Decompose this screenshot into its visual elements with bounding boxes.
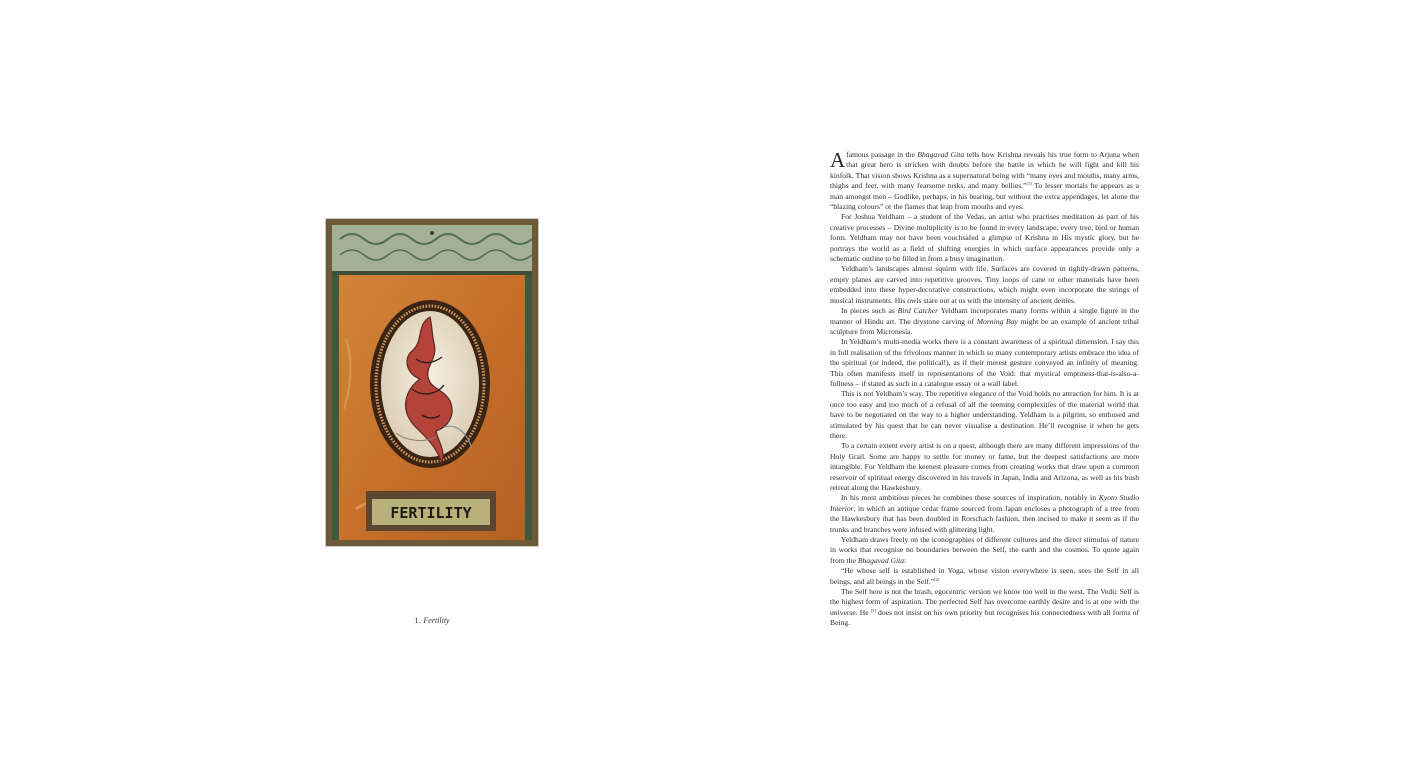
quote-paragraph: “He whose self is established in Yoga, whose vision everywhere is seen, sees the Self in all beings, and all beings in the Self.”[2]	[830, 566, 1139, 586]
artwork-illustration	[326, 219, 538, 546]
footnote-ref: [3]	[870, 607, 876, 613]
paragraph-2: For Joshua Yeldham – a student of the Vedas, an artist who practises meditation as part of his creative processes – Divine multiplicity is to be found in every landscape, every tree, bird or human form. Yeldham may not have been vouchsafed a glimpse of Krishna in His mystic glory, but he portrays the world as a field of shifting energies in which surface appearances provide only a schematic outline to be filled in from a busy imagination.	[830, 212, 1139, 264]
artwork-image	[326, 219, 538, 546]
paragraph-7: To a certain extent every artist is on a quest, although there are many different impressions of the Holy Grail. Some are happy to settle for money or fame, but the deepest satisfactions are more intangible. For Yeldham the keenest pleasure comes from creating works that draw upon a common reservoir of spiritual energy discovered in his travels in Japan, India and Arizona, as well as his bush retreat along the Hawkesbury.	[830, 441, 1139, 492]
artwork-label-text: FERTILITY	[390, 504, 472, 522]
figure-title: Fertility	[423, 616, 450, 625]
paragraph-6: This is not Yeldham’s way. The repetitive elegance of the Void holds no attraction for him. It is at once too easy and too much of a refusal of all the teeming complexities of the material world that have to be negotiated on the way to a higher understanding. Yeldham is a pilgrim, so enthused and stimulated by his quest that he can never visualise a destination. He’ll recognise it when he gets there.	[830, 389, 1139, 440]
paragraph-5: In Yeldham’s multi-media works there is a constant awareness of a spiritual dimension. I say this in full realisation of the frivolous manner in which so many contemporary artists embrace the idea of the spiritual (or indeed, the political!), as if their merest gesture conveyed an infinity of meaning. This often manifests itself in representations of the Void: that mystical emptiness-that-is-also-a-fullness – if stated as such in a catalogue essay or a wall label.	[830, 337, 1139, 388]
paragraph-8: In his most ambitious pieces he combines these sources of inspiration, notably in Kyoto Studio Interior, in which an antique cedar frame sourced from Japan encloses a photograph of a tree from the Hawkesbury that has been doubled in Rorschach fashion, then incised to make it seem as if the trunks and branches were infused with glittering light.	[830, 493, 1139, 534]
article-body	[830, 150, 1139, 629]
footnote-ref: [1]	[1026, 181, 1032, 187]
paragraph-4: In pieces such as Bird Catcher Yeldham incorporates many forms within a single figure in the manner of Hindu art. The drystone carving of Morning Bay might be an example of ancient tribal sculpture from Micronesia.	[830, 306, 1140, 336]
figure-caption	[326, 616, 538, 625]
paragraph-1: Afamous passage in the Bhagavad Gita tells how Krishna reveals his true form to Arjuna when that great hero is stricken with doubts before the battle in which he will fight and kill his kinfolk. That vision shows Krishna as a supernatural being with “many eyes and mouths, many arms, thighs and feet, with many fearsome tusks, and many bellies.”[1] To lesser mortals he appears as a man amongst men – Godlike, perhaps, in his bearing, but without the extra appendages, let alone the “blazing colours” or the flames that leap from mouths and eyes.	[830, 148, 1140, 212]
drop-cap: A	[830, 148, 846, 172]
figure-number: 1.	[414, 616, 421, 625]
footnote-ref: [2]	[934, 576, 940, 582]
paragraph-11: The Self here is not the brash, egocentric version we know too well in the west. The Vedic Self is the highest form of aspiration. The perfected Self has overcome earthly desire and is at one with the universe. He [3] does not insist on his own priority but recognises his connectedness with all forms of Being.	[830, 587, 1139, 628]
paragraph-3: Yeldham’s landscapes almost squirm with life. Surfaces are covered in tightly-drawn patterns, empty planes are carved into repetitive grooves. Tiny loops of cane or other materials have been embedded into these hyper-decorative constructions, which might even incorporate the strings of musical instruments. His owls stare out at us with the intensity of ancient deities.	[830, 264, 1139, 305]
paragraph-9: Yeldham draws freely on the iconographies of different cultures and the direct stimulus of nature in works that recognise no boundaries between the Self, the earth and the cosmos. To quote again from the Bhagavad Gita:	[830, 535, 1139, 565]
